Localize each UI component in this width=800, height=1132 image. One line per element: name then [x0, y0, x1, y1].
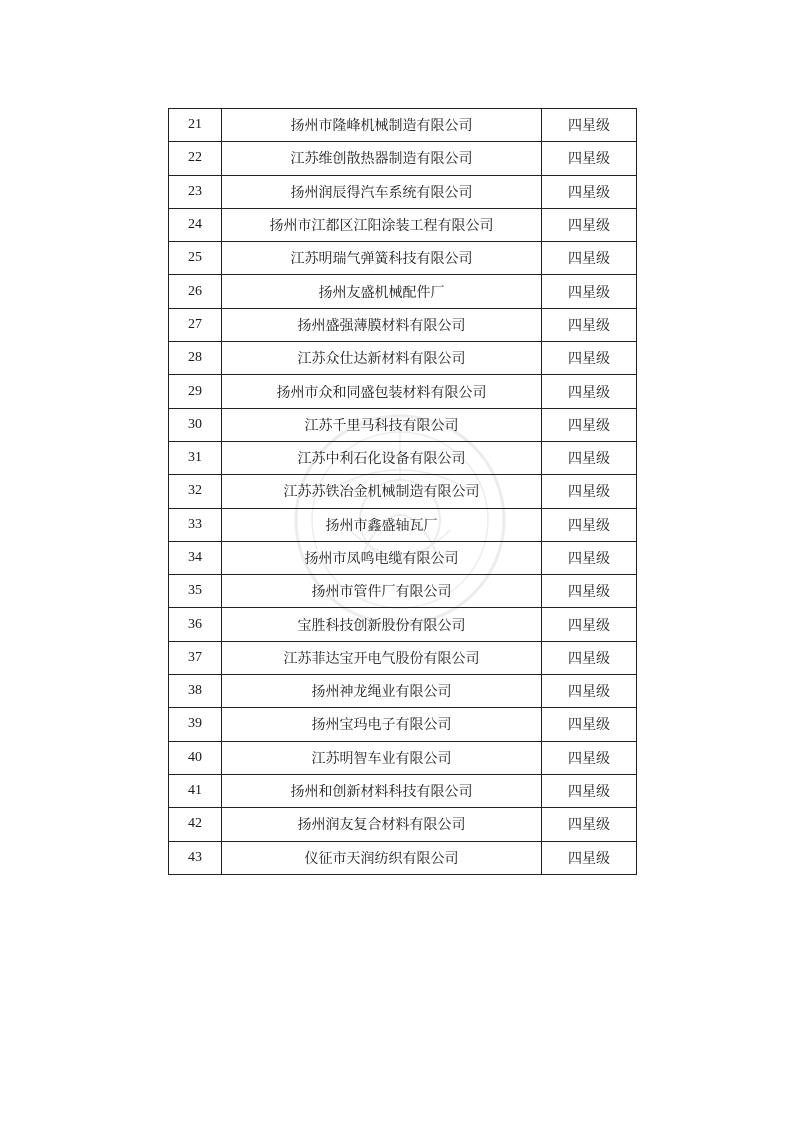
company-name-cell: 江苏众仕达新材料有限公司 — [222, 342, 542, 375]
table-row — [169, 841, 637, 874]
company-rating-table — [168, 108, 637, 875]
star-level-cell: 四星级 — [542, 408, 637, 441]
table-row — [169, 308, 637, 341]
company-name-cell: 江苏维创散热器制造有限公司 — [222, 142, 542, 175]
row-number-cell: 29 — [169, 375, 222, 408]
row-number-cell: 41 — [169, 774, 222, 807]
company-name-cell: 扬州市江都区江阳涂装工程有限公司 — [222, 208, 542, 241]
table-row — [169, 109, 637, 142]
table-row — [169, 275, 637, 308]
row-number-cell: 35 — [169, 575, 222, 608]
row-number-cell: 26 — [169, 275, 222, 308]
row-number-cell: 32 — [169, 475, 222, 508]
company-name-cell: 扬州市管件厂有限公司 — [222, 575, 542, 608]
star-level-cell: 四星级 — [542, 441, 637, 474]
star-level-cell: 四星级 — [542, 575, 637, 608]
row-number-cell: 25 — [169, 242, 222, 275]
row-number-cell: 42 — [169, 808, 222, 841]
row-number-cell: 21 — [169, 109, 222, 142]
row-number-cell: 39 — [169, 708, 222, 741]
star-level-cell: 四星级 — [542, 342, 637, 375]
company-name-cell: 江苏千里马科技有限公司 — [222, 408, 542, 441]
row-number-cell: 31 — [169, 441, 222, 474]
star-level-cell: 四星级 — [542, 708, 637, 741]
table-row — [169, 575, 637, 608]
table-body — [169, 109, 637, 875]
table-row — [169, 408, 637, 441]
table-row — [169, 708, 637, 741]
star-level-cell: 四星级 — [542, 275, 637, 308]
table-row — [169, 242, 637, 275]
star-level-cell: 四星级 — [542, 375, 637, 408]
row-number-cell: 24 — [169, 208, 222, 241]
star-level-cell: 四星级 — [542, 608, 637, 641]
star-level-cell: 四星级 — [542, 841, 637, 874]
star-level-cell: 四星级 — [542, 741, 637, 774]
table-row — [169, 808, 637, 841]
company-name-cell: 扬州润友复合材料有限公司 — [222, 808, 542, 841]
company-name-cell: 江苏菲达宝开电气股份有限公司 — [222, 641, 542, 674]
table-row — [169, 641, 637, 674]
company-name-cell: 江苏中利石化设备有限公司 — [222, 441, 542, 474]
table-row — [169, 441, 637, 474]
company-name-cell: 扬州润辰得汽车系统有限公司 — [222, 175, 542, 208]
star-level-cell: 四星级 — [542, 208, 637, 241]
table-row — [169, 208, 637, 241]
row-number-cell: 33 — [169, 508, 222, 541]
table-row — [169, 541, 637, 574]
company-name-cell: 江苏明智车业有限公司 — [222, 741, 542, 774]
company-name-cell: 扬州和创新材料科技有限公司 — [222, 774, 542, 807]
company-name-cell: 宝胜科技创新股份有限公司 — [222, 608, 542, 641]
star-level-cell: 四星级 — [542, 641, 637, 674]
company-name-cell: 江苏明瑞气弹簧科技有限公司 — [222, 242, 542, 275]
row-number-cell: 37 — [169, 641, 222, 674]
table-row — [169, 342, 637, 375]
star-level-cell: 四星级 — [542, 242, 637, 275]
star-level-cell: 四星级 — [542, 175, 637, 208]
company-name-cell: 扬州市隆峰机械制造有限公司 — [222, 109, 542, 142]
row-number-cell: 34 — [169, 541, 222, 574]
row-number-cell: 27 — [169, 308, 222, 341]
table-row — [169, 475, 637, 508]
star-level-cell: 四星级 — [542, 508, 637, 541]
table-row — [169, 608, 637, 641]
table-row — [169, 508, 637, 541]
star-level-cell: 四星级 — [542, 475, 637, 508]
row-number-cell: 23 — [169, 175, 222, 208]
table-row — [169, 142, 637, 175]
table-row — [169, 774, 637, 807]
row-number-cell: 22 — [169, 142, 222, 175]
company-name-cell: 扬州神龙绳业有限公司 — [222, 675, 542, 708]
row-number-cell: 38 — [169, 675, 222, 708]
star-level-cell: 四星级 — [542, 774, 637, 807]
company-name-cell: 扬州市鑫盛轴瓦厂 — [222, 508, 542, 541]
row-number-cell: 40 — [169, 741, 222, 774]
star-level-cell: 四星级 — [542, 675, 637, 708]
company-name-cell: 仪征市天润纺织有限公司 — [222, 841, 542, 874]
star-level-cell: 四星级 — [542, 109, 637, 142]
star-level-cell: 四星级 — [542, 142, 637, 175]
star-level-cell: 四星级 — [542, 308, 637, 341]
company-name-cell: 扬州友盛机械配件厂 — [222, 275, 542, 308]
table-row — [169, 375, 637, 408]
company-name-cell: 扬州市凤鸣电缆有限公司 — [222, 541, 542, 574]
row-number-cell: 30 — [169, 408, 222, 441]
row-number-cell: 36 — [169, 608, 222, 641]
row-number-cell: 43 — [169, 841, 222, 874]
company-name-cell: 江苏苏铁冶金机械制造有限公司 — [222, 475, 542, 508]
company-name-cell: 扬州宝玛电子有限公司 — [222, 708, 542, 741]
star-level-cell: 四星级 — [542, 808, 637, 841]
star-level-cell: 四星级 — [542, 541, 637, 574]
table-row — [169, 675, 637, 708]
table-row — [169, 741, 637, 774]
row-number-cell: 28 — [169, 342, 222, 375]
company-name-cell: 扬州盛强薄膜材料有限公司 — [222, 308, 542, 341]
company-name-cell: 扬州市众和同盛包装材料有限公司 — [222, 375, 542, 408]
table-row — [169, 175, 637, 208]
